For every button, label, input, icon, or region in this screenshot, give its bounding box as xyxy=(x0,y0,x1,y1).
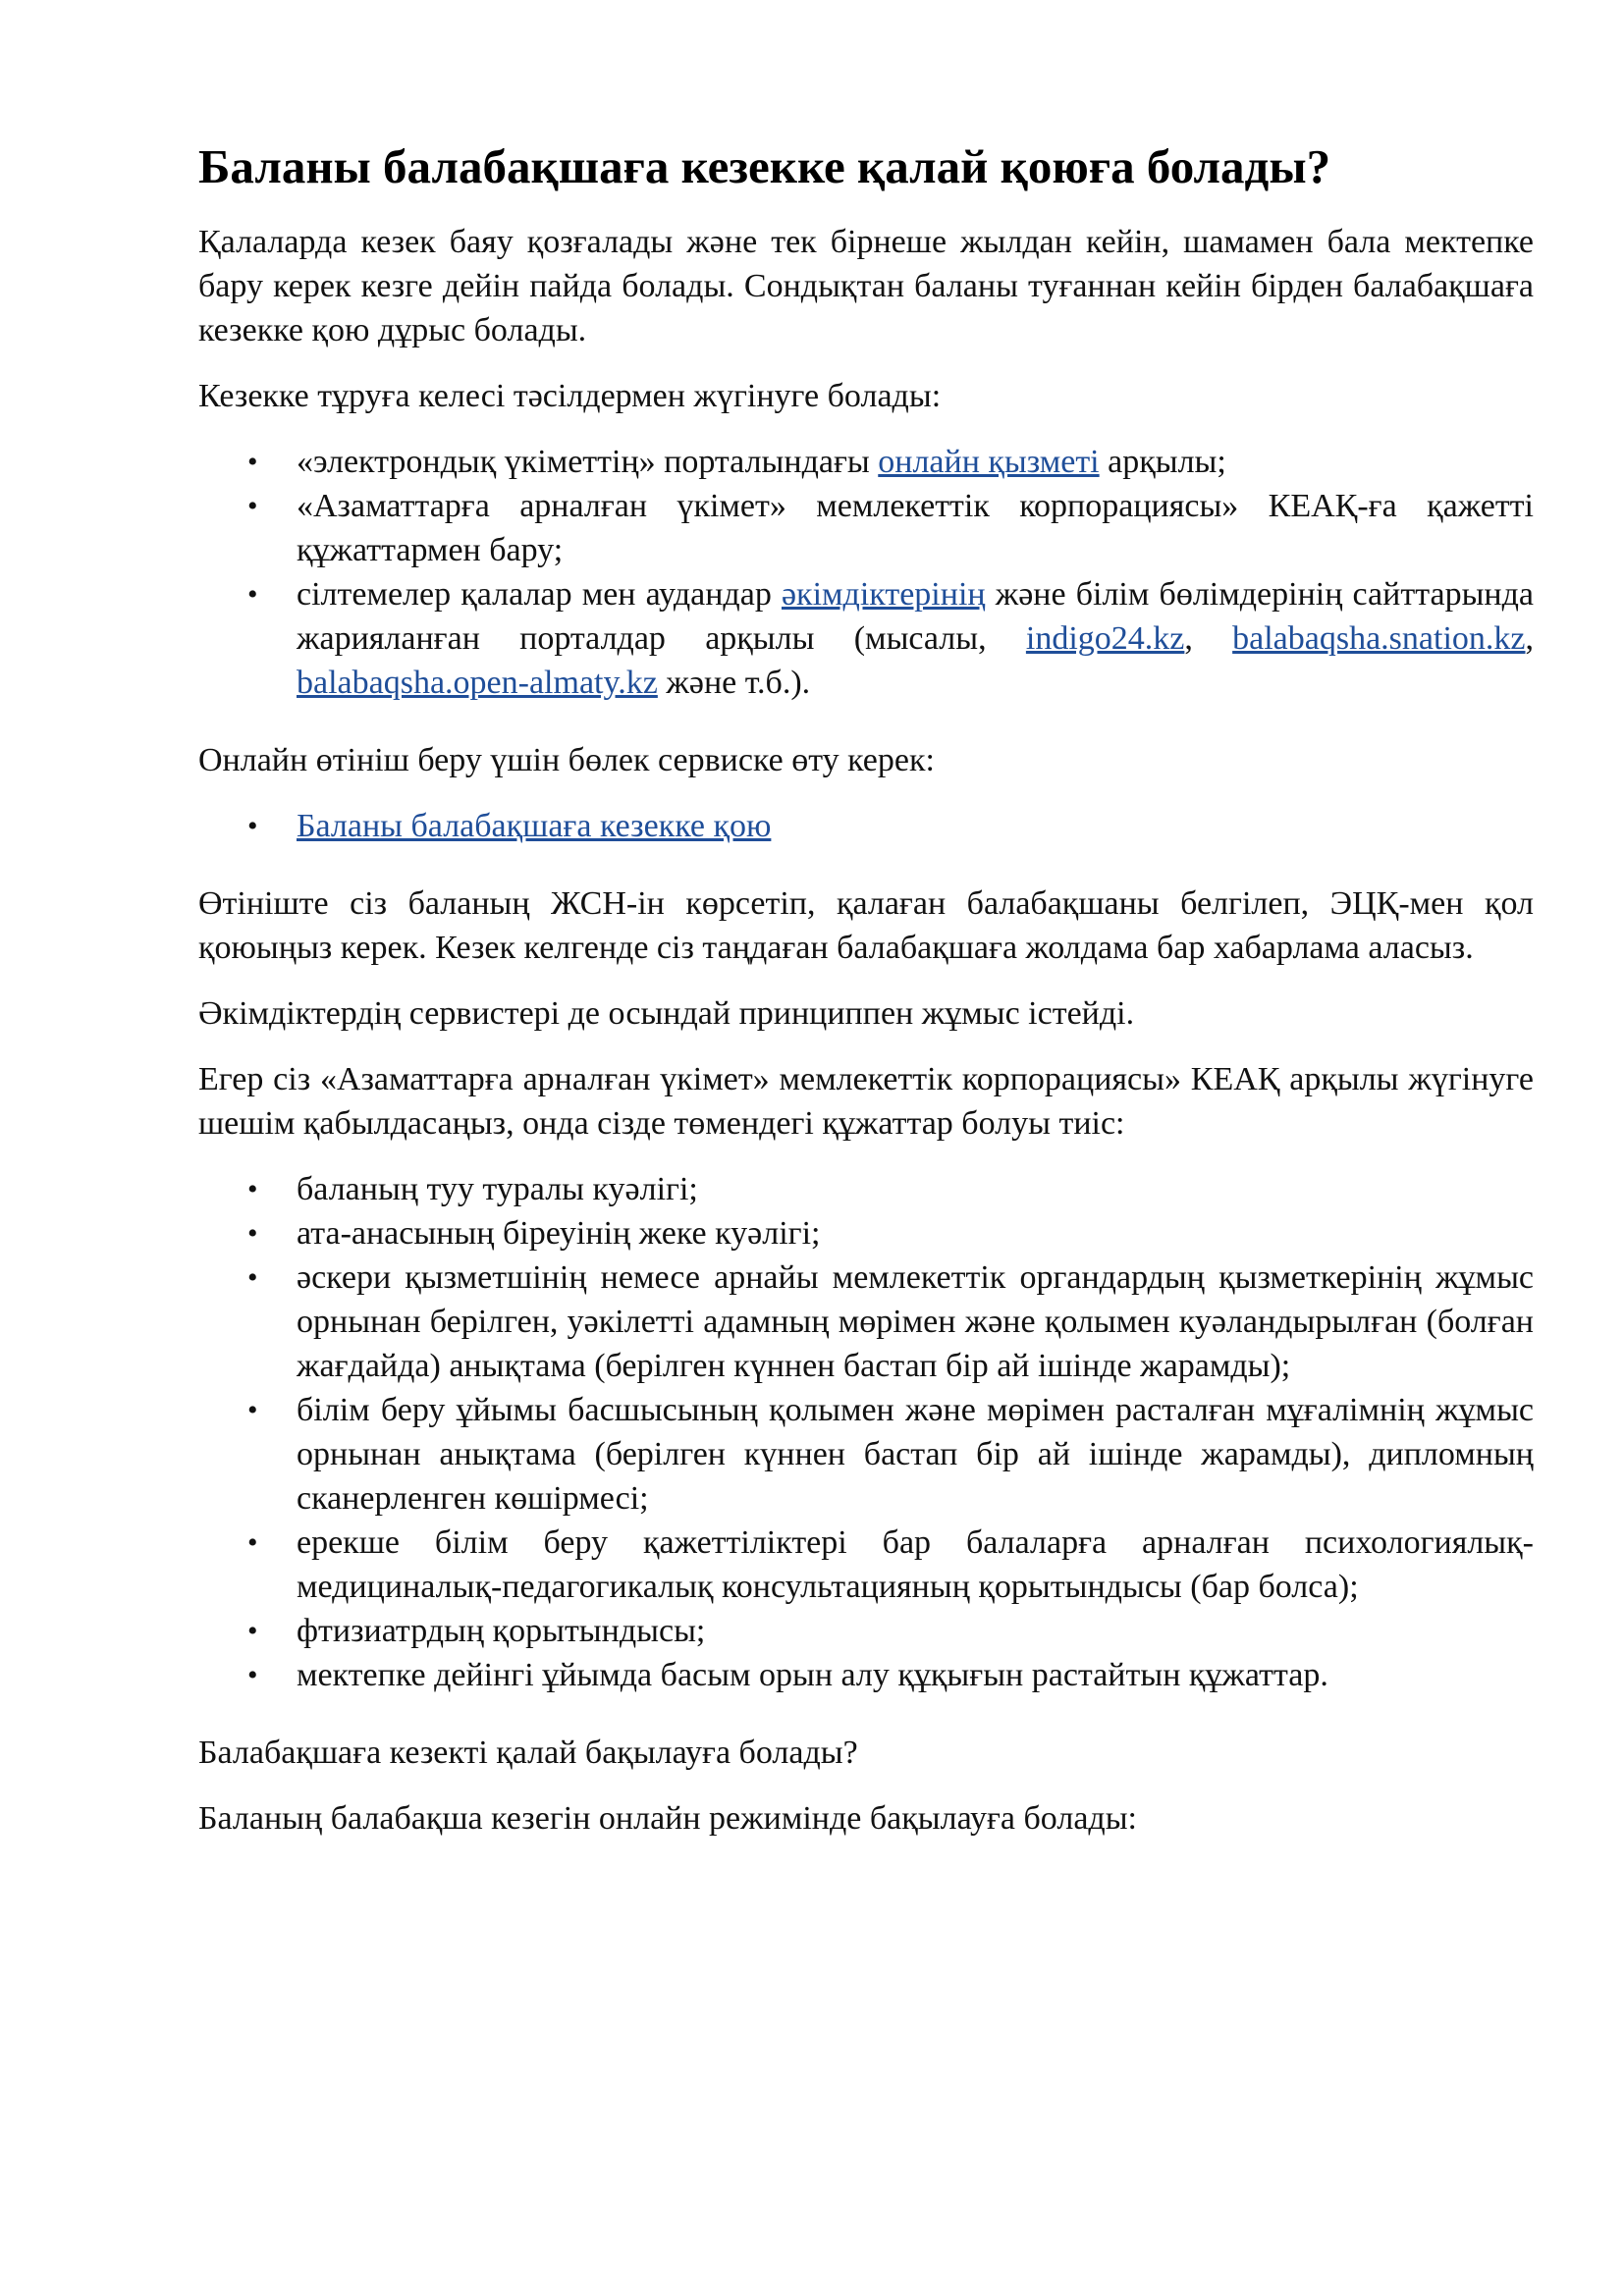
list-item: • фтизиатрдың қорытындысы; xyxy=(297,1609,1534,1653)
list-item xyxy=(297,572,1534,705)
item-text: «электрондық үкіметтің» порталындағы xyxy=(297,444,879,480)
list-item: • мектепке дейінгі ұйымда басым орын алу құқығын растайтын құжаттар. xyxy=(297,1653,1534,1697)
document-page xyxy=(198,135,1534,1862)
list-item: • ата-анасының біреуінің жеке куәлігі; xyxy=(297,1211,1534,1255)
docs-intro-paragraph: Егер сіз «Азаматтарға арналған үкімет» мемлекеттік корпорациясы» КЕАҚ арқылы жүгінуге шешім қабылдасаңыз, онда сізде төмендегі құжаттар болуы тиіс: xyxy=(198,1061,1534,1142)
intro-paragraph: Қалаларда кезек баяу қозғалады және тек бірнеше жылдан кейін, шамамен бала мектепке бару керек кезге дейін пайда болады. Сондықтан баланы туғаннан кейін бірден балабақшаға кезекке қою дұрыс болады. xyxy=(198,224,1534,348)
list-item xyxy=(297,804,1534,848)
application-paragraph: Өтініште сіз баланың ЖСН-ін көрсетіп, қалаған балабақшаны белгілеп, ЭЦҚ-мен қол қоюыңыз керек. Кезек келгенде сіз таңдаған балабақшаға жолдама бар хабарлама аласыз. xyxy=(198,885,1534,966)
snation-link[interactable]: balabaqsha.snation.kz xyxy=(1232,620,1526,657)
item-text: және білім бөлімдерінің сайттарында жарияланған порталдар арқылы (мысалы, xyxy=(297,576,1534,657)
page-title: Баланы балабақшаға кезекке қалай қоюға болады? xyxy=(198,139,1331,193)
akimat-paragraph: Әкімдіктердің сервистері де осындай принциппен жұмыс істейді. xyxy=(198,995,1135,1032)
monitor-paragraph: Баланың балабақша кезегін онлайн режимінде бақылауға болады: xyxy=(198,1800,1138,1837)
list-item: • білім беру ұйымы басшысының қолымен және мөрімен расталған мұғалімнің жұмыс орнынан анықтама (берілген күннен бастап бір ай ішінде жарамды), дипломның сканерленген көшірмесі; xyxy=(297,1388,1534,1521)
list-item: • баланың туу туралы куәлігі; xyxy=(297,1167,1534,1211)
open-almaty-link[interactable]: balabaqsha.open-almaty.kz xyxy=(297,665,658,701)
item-text: , xyxy=(1525,620,1534,657)
ways-intro-paragraph: Кезекке тұруға келесі тәсілдермен жүгінуге болады: xyxy=(198,378,942,414)
item-text: және т.б.). xyxy=(657,665,811,701)
online-service-link[interactable]: онлайн қызметі xyxy=(878,444,1100,480)
documents-list xyxy=(198,1167,1534,1697)
list-item: • «Азаматтарға арналған үкімет» мемлекеттік корпорациясы» КЕАҚ-ға қажетті құжаттармен бару; xyxy=(297,484,1534,572)
monitor-heading: Балабақшаға кезекті қалай бақылауға болады? xyxy=(198,1735,858,1771)
akimat-link[interactable]: әкімдіктерінің xyxy=(781,576,986,613)
online-service-list xyxy=(198,804,1534,848)
ways-list xyxy=(198,440,1534,705)
item-text: сілтемелер қалалар мен аудандар xyxy=(297,576,782,613)
online-intro-paragraph: Онлайн өтініш беру үшін бөлек сервиске өту керек: xyxy=(198,742,935,778)
list-item: • ерекше білім беру қажеттіліктері бар балаларға арналған психологиялық-медициналық-педагогикалық консультацияның қорытындысы (бар болса); xyxy=(297,1521,1534,1609)
list-item xyxy=(297,440,1534,484)
item-text: арқылы; xyxy=(1099,444,1226,480)
list-item: • әскери қызметшінің немесе арнайы мемлекеттік органдардың қызметкерінің жұмыс орнынан берілген, уәкілетті адамның мөрімен және қолымен куәландырылған (болған жағдайда) анықтама (берілген күннен бастап бір ай ішінде жарамды); xyxy=(297,1255,1534,1388)
item-text: , xyxy=(1184,620,1233,657)
indigo-link[interactable]: indigo24.kz xyxy=(1025,620,1185,657)
queue-service-link[interactable]: Баланы балабақшаға кезекке қою xyxy=(297,808,772,844)
